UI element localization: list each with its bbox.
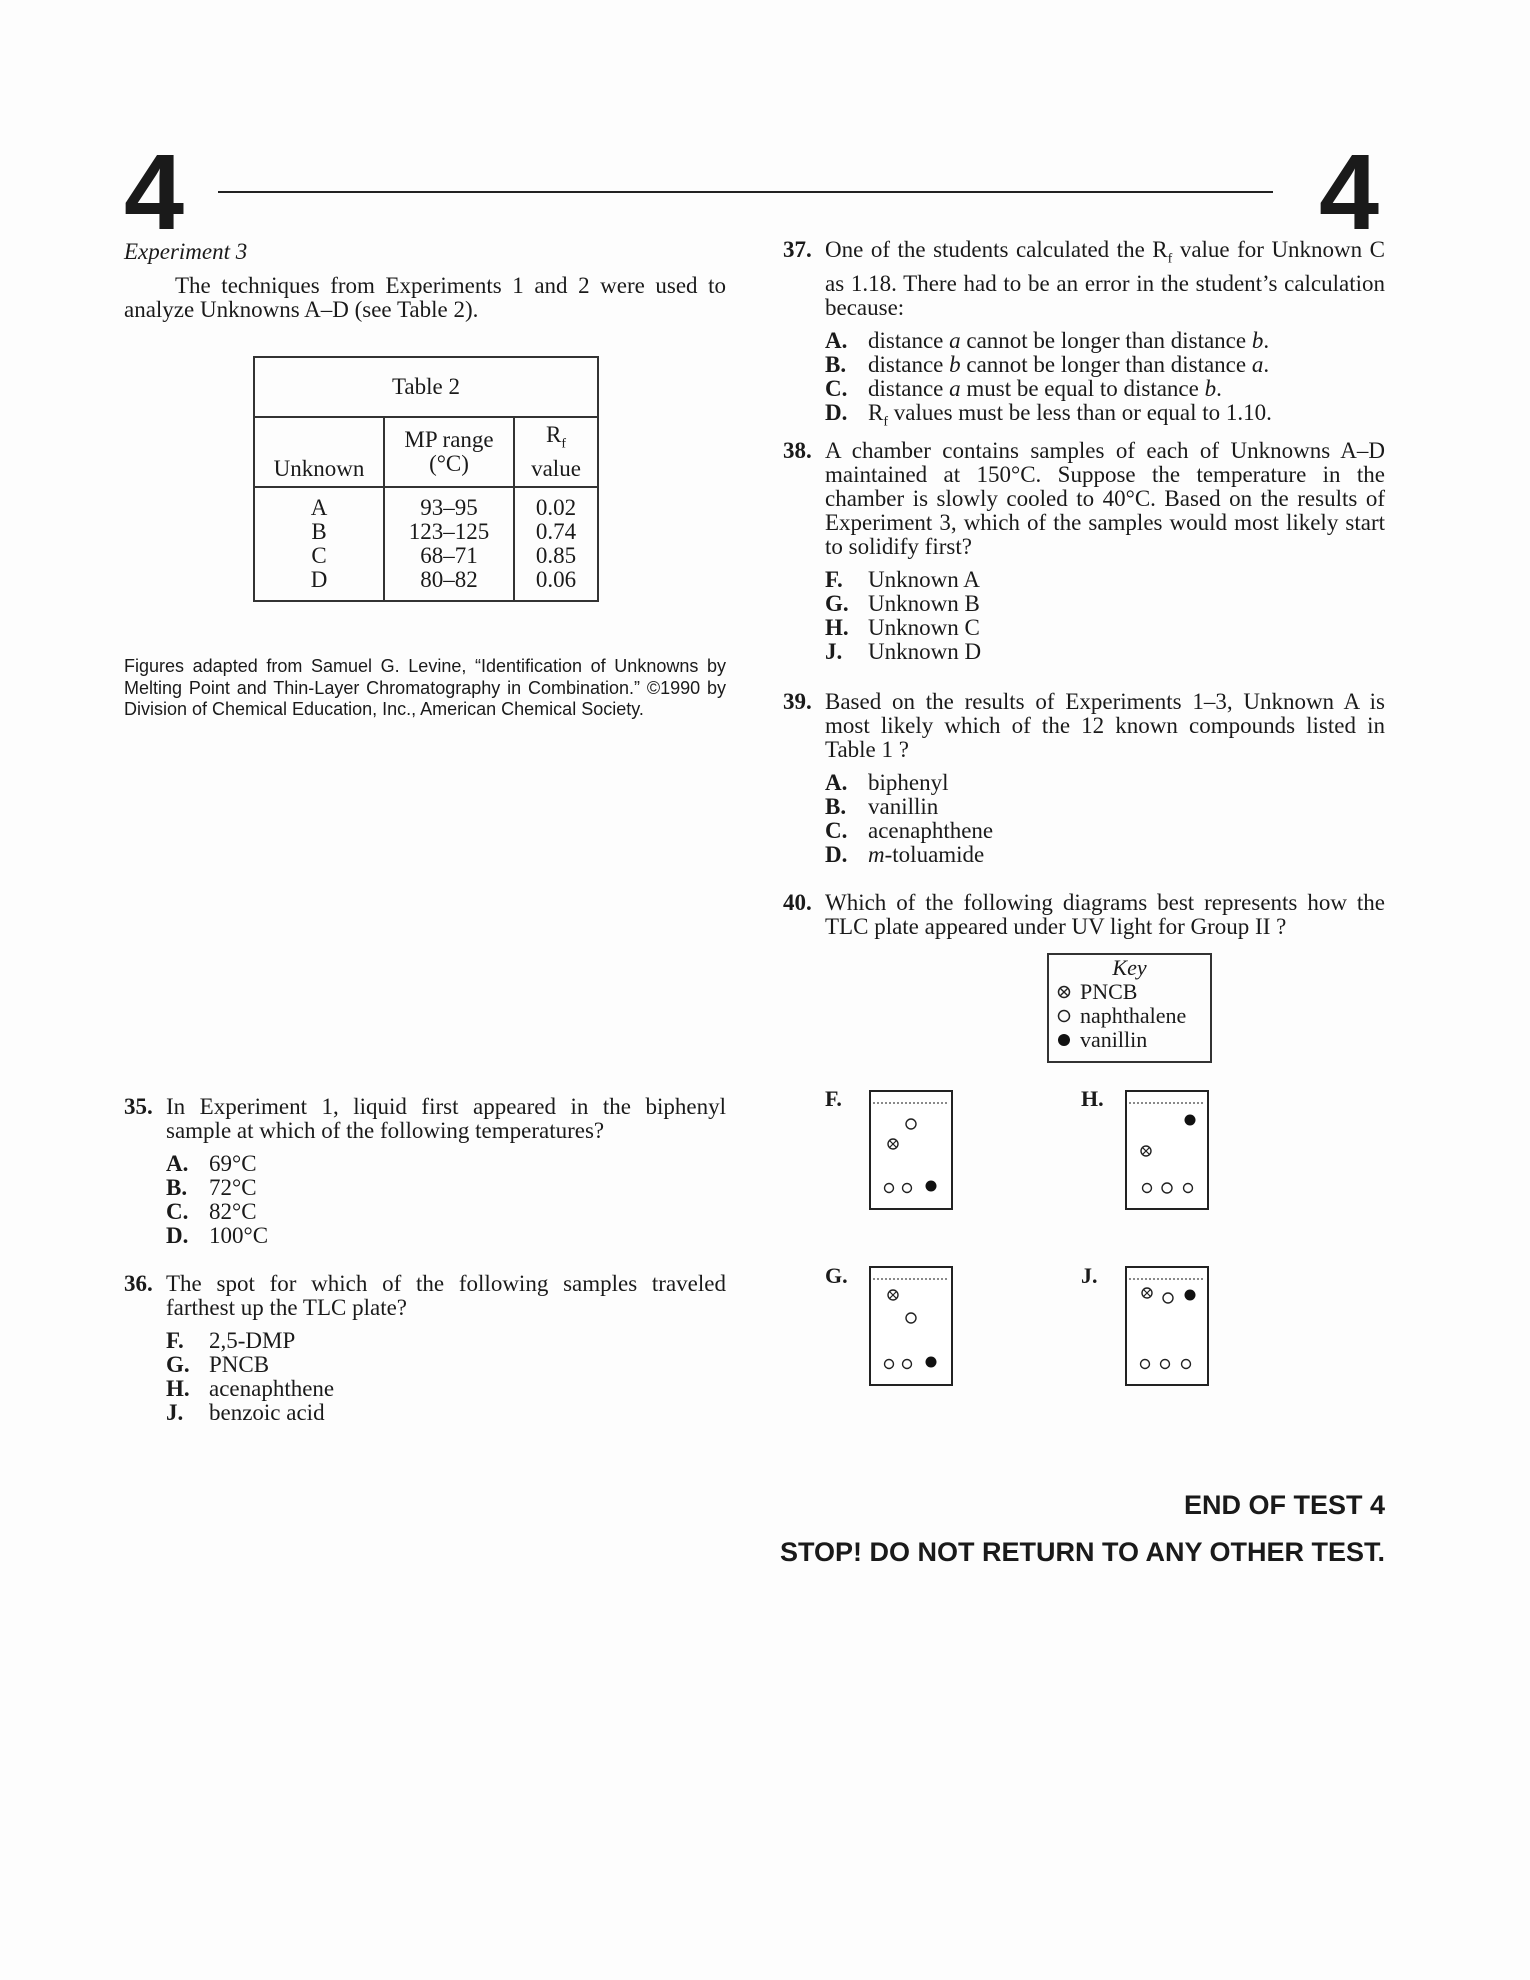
key-item-pncb: PNCB [1049,980,1210,1004]
question-text: In Experiment 1, liquid first appeared in the biphenyl sample at which of the following temperatures? [166,1094,726,1143]
citation: Figures adapted from Samuel G. Levine, “Identification of Unknowns by Melting Point and Thin-Layer Chromatography in Combination.” ©1990 by Division of Chemical Education, Inc., American Chemical Society. [124,656,726,719]
experiment-title: Experiment 3 [124,239,248,264]
answer-option[interactable]: J. benzoic acid [166,1400,325,1425]
open-circle-icon [1057,1009,1071,1023]
table-cell: 80–82 [420,567,478,592]
rf-column [514,487,598,601]
table-cell: B [311,519,327,544]
plate-label-h[interactable]: H. [1081,1086,1104,1111]
column-header-unknown: Unknown [254,417,384,487]
answer-option[interactable]: C. 82°C [166,1199,257,1224]
table-cell: 0.74 [535,519,577,544]
tlc-plate-f[interactable] [869,1090,953,1210]
legend-key [1047,953,1212,1063]
answer-option[interactable]: F. 2,5-DMP [166,1328,296,1353]
answer-option[interactable]: D. m-toluamide [825,842,985,867]
plate-label-j[interactable]: J. [1081,1263,1098,1288]
answer-option[interactable]: A. 69°C [166,1151,257,1176]
table-cell: 0.85 [535,543,577,568]
answer-option[interactable]: C. distance a must be equal to distance b. [825,375,1222,401]
vanillin-spot [926,1181,937,1192]
question-36 [124,1272,726,1425]
table-title: Table 2 [254,357,598,417]
table-cell: C [311,543,327,568]
header-rule [218,191,1273,193]
table-cell: 68–71 [420,543,478,568]
column-header-rf [514,417,598,487]
question-40 [783,891,1385,939]
question-35 [124,1095,726,1248]
question-number: 35. [124,1094,153,1119]
table-cell: 0.06 [535,567,577,592]
key-title: Key [1112,955,1147,980]
answer-options [166,1329,726,1425]
answer-option[interactable]: B. 72°C [166,1175,257,1200]
page-number-right: 4 [1319,131,1380,252]
plate-label-f[interactable]: F. [825,1086,842,1111]
column-header-mp [384,417,514,487]
mp-header-line2: (°C) [429,451,469,476]
question-number: 38. [783,438,812,463]
question-38 [783,439,1385,664]
table-cell: D [310,567,328,592]
rf-header-line1: $R_f$ [545,422,566,452]
question-number: 36. [124,1271,153,1296]
vanillin-spot [1185,1290,1196,1301]
question-37 [783,238,1385,434]
key-item-naphthalene: naphthalene [1049,1004,1210,1028]
answer-option[interactable]: H. acenaphthene [166,1376,335,1401]
page-number-left: 4 [124,131,185,252]
answer-option[interactable]: C. acenaphthene [825,818,994,843]
answer-option[interactable]: H. Unknown C [825,615,980,640]
end-of-test: END OF TEST 4 [1183,1490,1385,1520]
answer-option[interactable]: G. Unknown B [825,591,980,616]
answer-options [825,329,1385,435]
crossed-circle-icon [1057,985,1071,999]
filled-circle-icon [1057,1033,1071,1047]
answer-options [166,1152,726,1248]
question-text: One of the students calculated the $R_f$ value for Unknown C as 1.18. There had to be an error in the student’s calculation because: [825,237,1386,320]
answer-option[interactable]: D. 100°C [166,1223,269,1248]
answer-option[interactable]: G. PNCB [166,1352,270,1377]
table-cell: 0.02 [535,495,577,520]
question-39 [783,690,1385,867]
question-text: The spot for which of the following samples traveled farthest up the TLC plate? [166,1271,726,1320]
question-text: A chamber contains samples of each of Unknowns A–D maintained at 150°C. Suppose the temperature in the chamber is slowly cooled to 40°C. Based on the results of Experiment 3, which of the samples would most likely start to solidify first? [825,438,1385,559]
tlc-plate-g[interactable] [869,1266,953,1386]
answer-options [825,568,1385,664]
table-cell: A [310,495,328,520]
unknown-column [254,487,384,601]
question-text: Which of the following diagrams best represents how the TLC plate appeared under UV light for Group II ? [825,890,1385,939]
question-number: 40. [783,890,812,915]
answer-option[interactable]: B. vanillin [825,794,939,819]
vanillin-spot [1185,1115,1196,1126]
question-number: 37. [783,237,812,262]
mp-header-line1: MP range [404,427,494,452]
key-item-vanillin: vanillin [1049,1028,1210,1052]
plate-label-g[interactable]: G. [825,1263,848,1288]
stop-notice: STOP! DO NOT RETURN TO ANY OTHER TEST. [779,1537,1385,1567]
rf-header-line2: value [531,455,581,481]
question-number: 39. [783,689,812,714]
table-cell: 123–125 [408,519,490,544]
answer-option[interactable]: D. $R_f$ values must be less than or equal to 1.10. [825,399,1272,430]
vanillin-spot [926,1357,937,1368]
answer-option[interactable]: A. distance a cannot be longer than distance b. [825,327,1270,353]
answer-option[interactable]: J. Unknown D [825,639,982,664]
mp-column [384,487,514,601]
answer-options [825,771,1385,867]
table-2 [253,356,599,602]
answer-option[interactable]: B. distance b cannot be longer than distance a. [825,351,1270,377]
table-cell: 93–95 [420,495,478,520]
tlc-plate-j[interactable] [1125,1266,1209,1386]
tlc-plate-h[interactable] [1125,1090,1209,1210]
answer-option[interactable]: A. biphenyl [825,770,949,795]
question-text: Based on the results of Experiments 1–3, Unknown A is most likely which of the 12 known compounds listed in Table 1 ? [825,689,1385,762]
answer-option[interactable]: F. Unknown A [825,567,980,592]
experiment-intro: The techniques from Experiments 1 and 2 were used to analyze Unknowns A–D (see Table 2). [124,273,726,322]
